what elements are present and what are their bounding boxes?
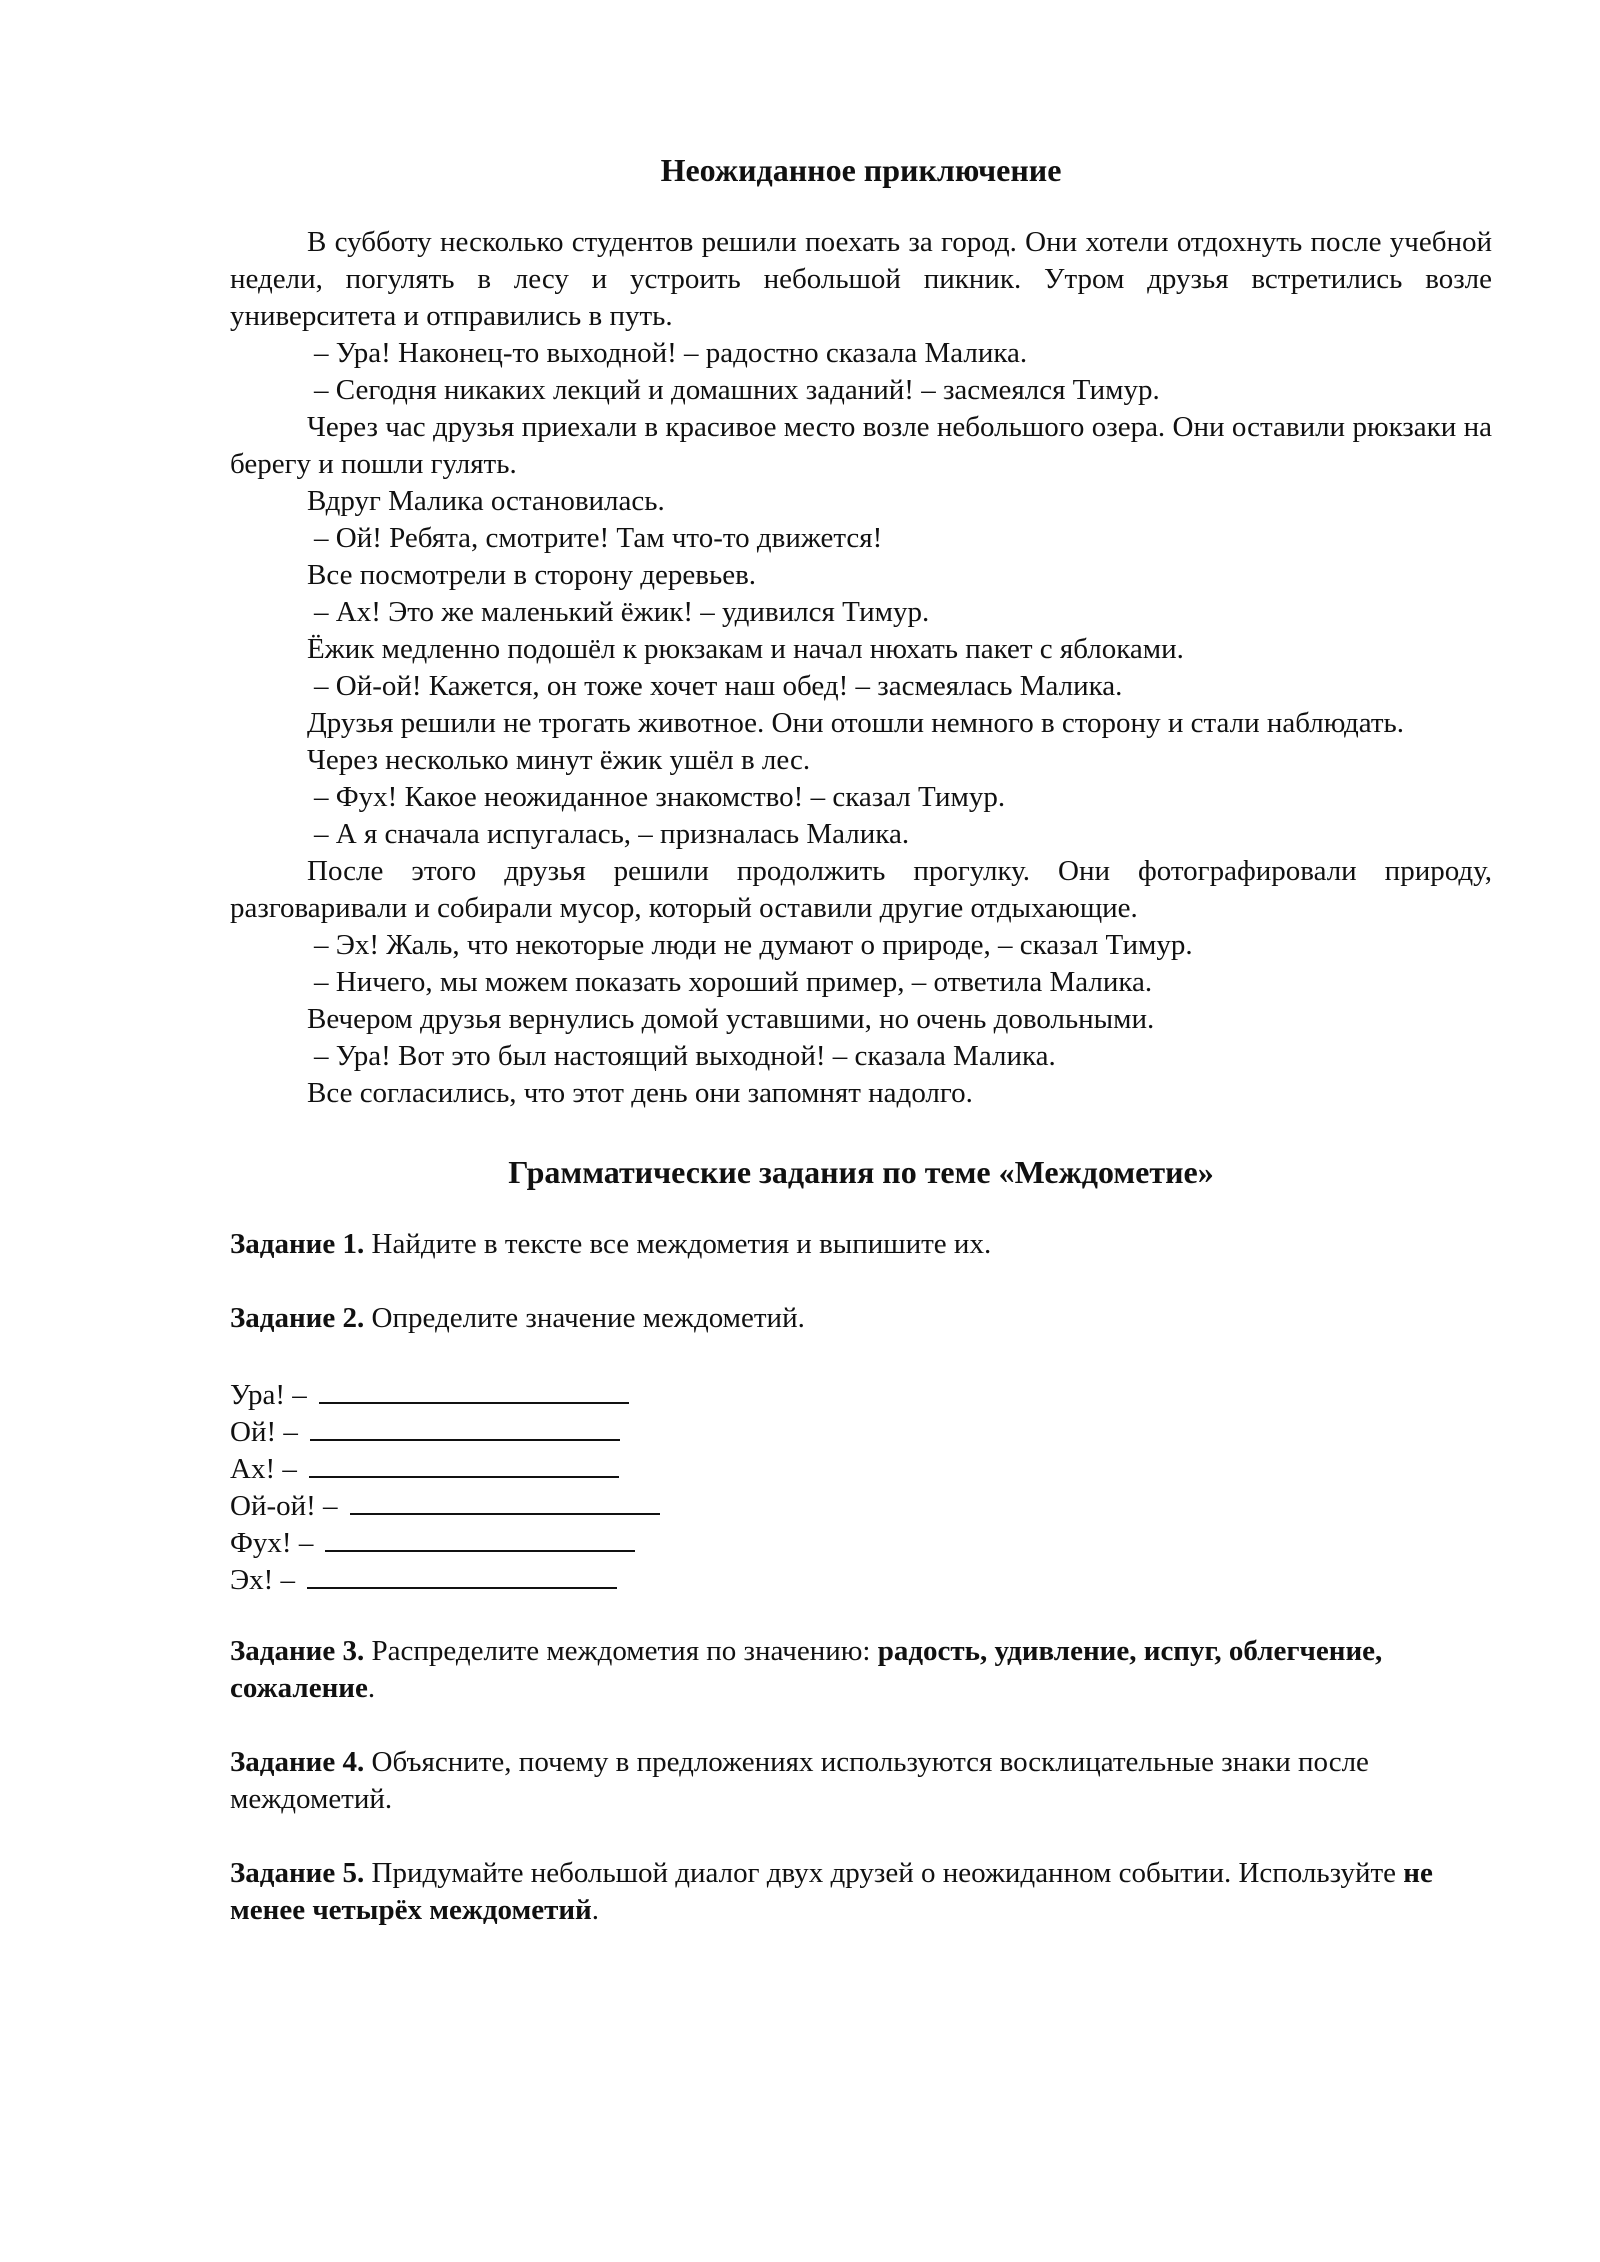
- story-paragraph: Все посмотрели в сторону деревьев.: [307, 559, 757, 591]
- task-3-text: Распределите междометия по значению:: [364, 1635, 878, 1667]
- answer-blank-line: [319, 1374, 629, 1404]
- dialog-line: – Сегодня никаких лекций и домашних заданий! – засмеялся Тимур.: [314, 374, 1160, 406]
- grammar-section-title: Грамматические задания по теме «Междометие»: [508, 1154, 1214, 1190]
- task-4-label: Задание 4.: [230, 1746, 365, 1778]
- interjection-label: Ура! –: [230, 1379, 307, 1411]
- interjection-label: Ах! –: [230, 1453, 297, 1485]
- story-paragraph: Через час друзья приехали в красивое место возле небольшого озера. Они оставили рюкзаки на берегу и пошли гулять.: [230, 411, 1492, 480]
- story-paragraph: Друзья решили не трогать животное. Они отошли немного в сторону и стали наблюдать.: [307, 707, 1404, 739]
- task-1-label: Задание 1.: [230, 1228, 365, 1260]
- story-title: Неожиданное приключение: [660, 152, 1062, 188]
- story-paragraph: Все согласились, что этот день они запомнят надолго.: [307, 1077, 973, 1109]
- task-5-end: .: [591, 1894, 599, 1926]
- story-paragraph: После этого друзья решили продолжить прогулку. Они фотографировали природу, разговаривали и собирали мусор, который оставили другие отдыхающие.: [230, 855, 1492, 924]
- task-5: [230, 1855, 1492, 1929]
- answer-blank-line: [309, 1448, 619, 1478]
- dialog-line: – Эх! Жаль, что некоторые люди не думают о природе, – сказал Тимур.: [314, 929, 1193, 961]
- fill-row: [230, 1411, 1492, 1448]
- story-paragraph: В субботу несколько студентов решили поехать за город. Они хотели отдохнуть после учебной недели, погулять в лесу и устроить небольшой пикник. Утром друзья встретились возле университета и отправились в путь.: [230, 226, 1492, 332]
- dialog-line: – Фух! Какое неожиданное знакомство! – сказал Тимур.: [314, 781, 1006, 813]
- interjection-fill-list: [230, 1374, 1492, 1596]
- story-paragraph: Через несколько минут ёжик ушёл в лес.: [307, 744, 811, 776]
- task-4: [230, 1744, 1492, 1818]
- task-3-categories: радость, удивление, испуг, облегчение, сожаление: [230, 1635, 1383, 1704]
- fill-row: [230, 1485, 1492, 1522]
- answer-blank-line: [350, 1485, 660, 1515]
- document-page: [230, 150, 1492, 1966]
- dialog-line: – Ура! Наконец-то выходной! – радостно сказала Малика.: [314, 337, 1028, 369]
- dialog-line: – Ура! Вот это был настоящий выходной! – сказала Малика.: [314, 1040, 1056, 1072]
- fill-row: [230, 1522, 1492, 1559]
- task-3: [230, 1633, 1492, 1707]
- dialog-line: – Ой! Ребята, смотрите! Там что-то движется!: [314, 522, 883, 554]
- task-1-text: Найдите в тексте все междометия и выпишите их.: [364, 1228, 992, 1260]
- task-3-end: .: [367, 1672, 376, 1704]
- story-paragraph: Вдруг Малика остановилась.: [307, 485, 665, 517]
- task-5-text: Придумайте небольшой диалог двух друзей о неожиданном событии. Используйте: [364, 1857, 1404, 1889]
- task-3-label: Задание 3.: [230, 1635, 365, 1667]
- task-2: [230, 1300, 1492, 1337]
- interjection-label: Эх! –: [230, 1564, 296, 1596]
- answer-blank-line: [325, 1522, 635, 1552]
- dialog-line: – Ничего, мы можем показать хороший пример, – ответила Малика.: [314, 966, 1153, 998]
- task-5-emphasis: не менее четырёх междометий: [230, 1857, 1433, 1926]
- task-2-text: Определите значение междометий.: [364, 1302, 805, 1334]
- answer-blank-line: [310, 1411, 620, 1441]
- interjection-label: Фух! –: [230, 1527, 314, 1559]
- fill-row: [230, 1448, 1492, 1485]
- interjection-label: Ой-ой! –: [230, 1490, 338, 1522]
- story-paragraph: Ёжик медленно подошёл к рюкзакам и начал нюхать пакет с яблоками.: [307, 633, 1184, 665]
- dialog-line: – А я сначала испугалась, – призналась Малика.: [314, 818, 910, 850]
- task-2-label: Задание 2.: [230, 1302, 365, 1334]
- task-4-text: Объясните, почему в предложениях используются восклицательные знаки после междометий.: [230, 1746, 1369, 1815]
- answer-blank-line: [307, 1559, 617, 1589]
- task-5-label: Задание 5.: [230, 1857, 365, 1889]
- story-body: [230, 224, 1492, 1112]
- story-paragraph: Вечером друзья вернулись домой уставшими, но очень довольными.: [307, 1003, 1155, 1035]
- interjection-label: Ой! –: [230, 1416, 298, 1448]
- dialog-line: – Ой-ой! Кажется, он тоже хочет наш обед! – засмеялась Малика.: [314, 670, 1123, 702]
- fill-row: [230, 1374, 1492, 1411]
- dialog-line: – Ах! Это же маленький ёжик! – удивился Тимур.: [314, 596, 930, 628]
- fill-row: [230, 1559, 1492, 1596]
- task-1: [230, 1226, 1492, 1263]
